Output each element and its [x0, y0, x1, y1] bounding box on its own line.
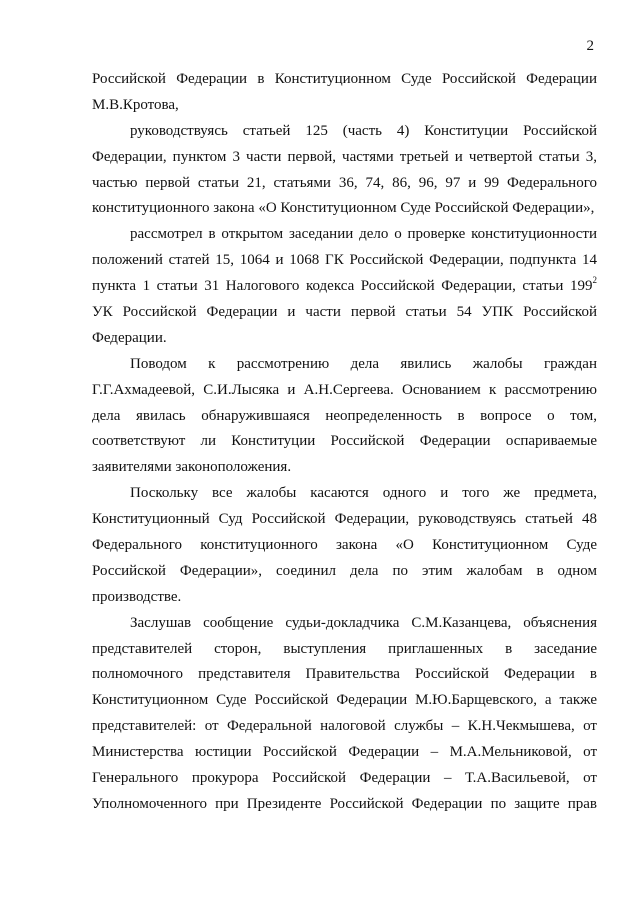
- text-line: Поводом к рассмотрению дела явились жалобы граждан: [130, 355, 597, 372]
- text-line: положений статей 15, 1064 и 1068 ГК Российской Федерации, подпункта 14: [92, 252, 597, 269]
- paragraph: [92, 611, 597, 818]
- paragraph: [92, 119, 597, 223]
- text-line: Российской Федерации в Конституционном Суде Российской Федерации: [92, 71, 597, 87]
- text-line: руководствуясь статьей 125 (часть 4) Конституции Российской: [130, 122, 597, 139]
- text-line: полномочного представителя Правительства Российской Федерации в: [92, 666, 597, 683]
- text-line: [92, 274, 597, 300]
- text-line: производстве.: [92, 588, 182, 605]
- text-line: М.В.Кротова,: [92, 96, 179, 113]
- text-line: Уполномоченного при Президенте Российской Федерации по защите прав: [92, 795, 597, 812]
- text-line: заявителями законоположения.: [92, 459, 292, 476]
- paragraph: [92, 222, 597, 351]
- text-line: Федерации, пунктом 3 части первой, частями третьей и четвертой статьи 3,: [92, 148, 597, 165]
- text-line: Российской Федерации», соединил дела по этим жалобам в одном: [92, 562, 597, 579]
- text-line: Конституционном Суде Российской Федерации М.Ю.Барщевского, а также: [92, 692, 597, 709]
- paragraph: [92, 67, 597, 119]
- text-line: УК Российской Федерации и части первой статьи 54 УПК Российской: [92, 304, 597, 321]
- text-line: частью первой статьи 21, статьями 36, 74, 86, 96, 97 и 99 Федерального: [92, 174, 597, 191]
- text-line: Федерального конституционного закона «О Конституционном Суде: [92, 537, 597, 554]
- text-line: Конституционный Суд Российской Федерации, руководствуясь статьей 48: [92, 511, 597, 528]
- text-line: представителей: от Федеральной налоговой службы – К.Н.Чекмышева, от: [92, 718, 597, 735]
- text-line: конституционного закона «О Конституционном Суде Российской Федерации»,: [92, 200, 595, 217]
- text-line: Федерации.: [92, 329, 167, 346]
- text-line: Министерства юстиции Российской Федерации – М.А.Мельниковой, от: [92, 744, 597, 761]
- page-number: 2: [586, 38, 594, 54]
- text-line: представителей сторон, выступления приглашенных в заседание: [92, 640, 597, 657]
- text-line: Поскольку все жалобы касаются одного и того же предмета,: [130, 485, 597, 502]
- paragraph: [92, 352, 597, 481]
- text-line-main: пункта 1 статьи 31 Налогового кодекса Российской Федерации, статьи 199: [92, 278, 593, 295]
- text-line: Генерального прокурора Российской Федерации – Т.А.Васильевой, от: [92, 770, 597, 787]
- text-line: соответствуют ли Конституции Российской Федерации оспариваемые: [92, 433, 597, 450]
- text-line: Г.Г.Ахмадеевой, С.И.Лысяка и А.Н.Сергеева. Основанием к рассмотрению: [92, 381, 597, 398]
- text-line: Заслушав сообщение судьи-докладчика С.М.Казанцева, объяснения: [130, 614, 597, 631]
- document-body: [92, 67, 597, 818]
- superscript: 2: [592, 275, 597, 286]
- text-line: рассмотрел в открытом заседании дело о проверке конституционности: [130, 226, 597, 243]
- text-line: дела явилась обнаружившаяся неопределенность в вопросе о том,: [92, 407, 597, 424]
- paragraph: [92, 481, 597, 610]
